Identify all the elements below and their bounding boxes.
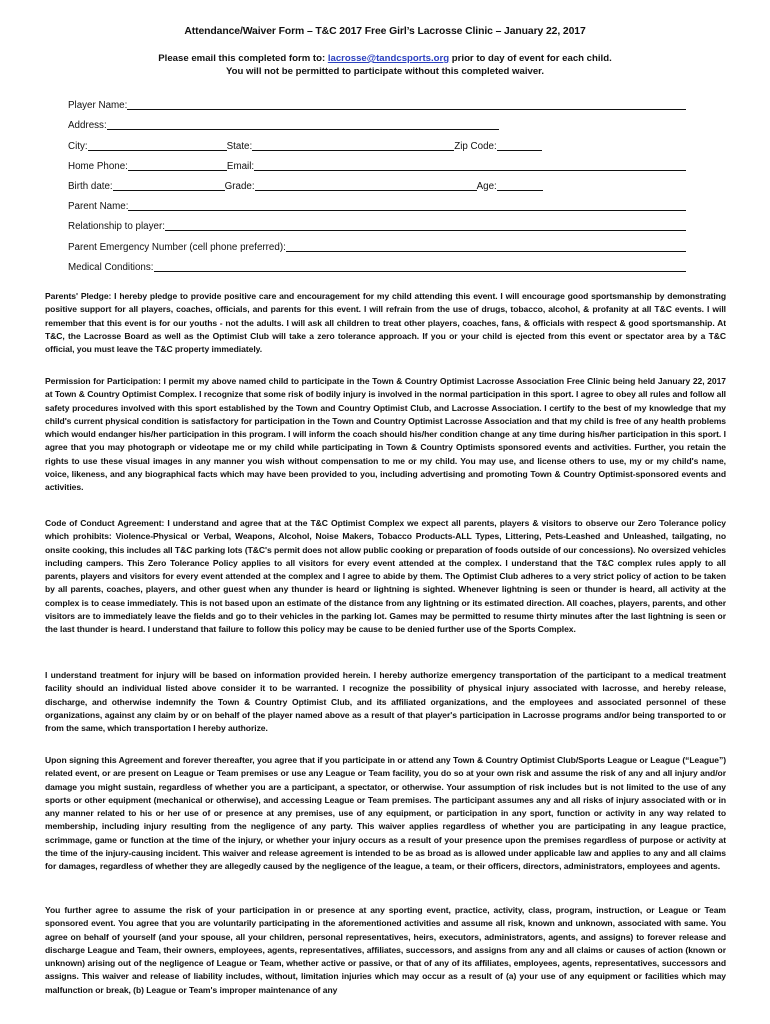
home-phone-field[interactable]	[128, 160, 227, 171]
instructions-line-2: You will not be permitted to participate without this completed waiver.	[225, 66, 545, 77]
player-info-fields	[68, 92, 686, 274]
release-paragraph: You further agree to assume the risk of your participation in or presence at any sporting event, practice, activity, class, program, instruction, or League or Team sponsored event. You agree that you are voluntarily participating in the aforementioned activities and assume all risk, known and unknown, associated with same. You agree on behalf of yourself (and your spouse, all your children, personal representatives, heirs, executors, administrators, agents, and assigns) to forever release and discharge League and Team, their owners, employees, agents, representatives, affiliates, successors, and assigns from any and all claims or causes of action (known or unknown) arising out of the negligence of League or Team, whether active or passive, or that of any of its affiliates, employees, agents, representatives, successors and assigns. This waiver and release of liability includes, without, limitation injuries which may occur as a result of (a) your use of any equipment or facilities which may malfunction or break, (b) League or Team's improper maintenance of any	[45, 905, 726, 995]
relationship-label: Relationship to player:	[68, 221, 165, 233]
player-name-row	[68, 92, 686, 112]
email-field[interactable]	[254, 160, 686, 171]
player-name-label: Player Name:	[68, 100, 128, 112]
email-label: Email:	[226, 160, 255, 172]
medical-conditions-row	[68, 254, 686, 274]
home-phone-label: Home Phone:	[68, 160, 128, 172]
parents-pledge-paragraph: Parents' Pledge: I hereby pledge to provide positive care and encouragement for my child attending this event. I will encourage good sportsmanship by demonstrating positive support for all players, coaches, officials, and parents for this event. I will refrain from the use of drugs, tobacco, alcohol, & profanity at all T&C events. I will remember that this event is for our youths - not the adults. I will ask all children to treat other players, coaches, fans, & officials with respect & good sportsmanship. At T&C, the Lacrosse Board as well as the Optimist Club will take a zero tolerance approach. If you or your child is ejected from this event or spectator area by a T&C official, you must leave the T&C property immediately.	[45, 291, 726, 355]
relationship-field[interactable]	[165, 220, 686, 231]
form-title: Attendance/Waiver Form – T&C 2017 Free Girl’s Lacrosse Clinic – January 22, 2017	[184, 26, 586, 37]
relationship-row	[68, 213, 686, 233]
instructions-prefix: Please email this completed form to:	[158, 53, 328, 64]
zip-code-label: Zip Code:	[454, 140, 497, 152]
code-of-conduct-paragraph: Code of Conduct Agreement: I understand and agree that at the T&C Optimist Complex we expect all parents, players & visitors to observe our Zero Tolerance policy which prohibits: Violence-Physical or Verbal, Weapons, Alcohol, Noise Makers, Tobacco Products-ALL Types, Littering, Pets-Leashed and Unleashed, tailgating, no onsite cooking, this includes all T&C parking lots (T&C's permit does not allow public cooking or preparation of foods outside of our concessions). No oversized vehicles including campers. This Zero Tolerance Policy applies to all visitors for every event attended at the complex. I understand that the T&C complex rules apply to all parents, players and visitors for every event attended at the complex and I agree to abide by them. The Optimist Club adheres to a very strict policy of action to be taken by all parents, coaches, players, and other guest when any thunder is heard or lightning is sighted. Whenever lightning is seen or thunder is heard, all activity at the complex is to cease immediately. This is not based upon an estimate of the distance from any lightning or its estimated direction. All coaches, players, parents, and other visitors are to immediately leave the fields and go to their vehicles in the parking lot. Games may be permitted to resume thirty minutes after the last lightning is seen or the last thunder is heard. I understand that failure to follow this policy may be cause to be denied further use of the Sports Complex.	[45, 518, 726, 635]
city-label: City:	[68, 140, 88, 152]
address-label: Address:	[68, 120, 107, 132]
birth-date-field[interactable]	[113, 180, 225, 191]
emergency-number-field[interactable]	[286, 241, 686, 252]
state-field[interactable]	[252, 140, 454, 151]
grade-label: Grade:	[224, 180, 255, 192]
emergency-number-label: Parent Emergency Number (cell phone preferred):	[68, 241, 286, 253]
email-link[interactable]: lacrosse@tandcsports.org	[327, 53, 450, 64]
assumption-of-risk-paragraph: Upon signing this Agreement and forever thereafter, you agree that if you participate in or attend any Town & Country Optimist Club/Sports League or League (“League”) related event, or are present on League or Team premises or use any League or Team facility, you do so at your own risk and assume the risk of any and all injury and/or damage you might sustain, regardless of whether you are a participant, a spectator, or otherwise. Your assumption of risk includes but is not limited to the use of any sports or other equipment (mechanical or otherwise), and accessing League or Team premises. The participant assumes any and all risks of injury associated with or in any manner related to his or her use of or presence at any premises, use of any equipment, or participation in any sport, function or activity in any way related to membership, including injury resulting from the negligence of any party. This waiver applies regardless of whether you are participating in any league practice, scrimmage, game or function at the time of the injury, or whether your injury occurs as a result of your presence upon the premises regardless of purpose or activity at the time of the injury-causing incident. This waiver and release agreement is intended to be as broad as is allowed under applicable law and applies to any and all claims for damages, regardless of whether they are allegedly caused by the negligence of the league, a team, or their officers, directors, administrators, employees and agents.	[45, 755, 726, 872]
parent-name-field[interactable]	[128, 200, 686, 211]
address-row	[68, 112, 686, 132]
birth-date-label: Birth date:	[68, 180, 113, 192]
address-field[interactable]	[107, 119, 499, 130]
permission-paragraph: Permission for Participation: I permit my above named child to participate in the Town & Country Optimist Lacrosse Association Free Clinic being held January 22, 2017 at Town & Country Optimist Complex. I recognize that some risk of bodily injury is involved in the normal participation in this sport. I agree to obey all rules and follow all safety procedures involved with this sport established by the Town and Country Optimist Club, and Lacrosse Association. I certify to the best of my knowledge that my child's current physical condition is satisfactory for participation in the Town and Country Optimist Lacrosse Association and that my child is free of any health problems which would endanger his/her participation in this program. I will inform the coach should his/her condition change at any time during his/her participation in this sport. I agree that you may photograph or videotape me or my child while participating in Town & Country Optimists sponsored events and activities. Further, you retain the rights to use these visual images in any manner you wish without compensation to me or my child. You may use, and license others to use, my or my child's name, voice, likeness, and any biographical facts which may have been provided to you, including advertising and promoting Town & Country Optimist-sponsored events and activities.	[45, 376, 726, 493]
treatment-paragraph: I understand treatment for injury will be based on information provided herein. I hereby authorize emergency transportation of the participant to a medical treatment facility should an individual listed above consider it to be warranted. I recognize the possibility of physical injury associated with lacrosse, and hereby release, discharge, and otherwise indemnify the Town & Country Optimist Club, and its affiliated organizations, and the employees and associated personnel of these organizations, against any claim by or on behalf of the player named above as a result of that player's participation in Lacrosse programs and/or being transported to or from the same, which transportation I hereby authorize.	[45, 670, 726, 734]
city-field[interactable]	[88, 140, 227, 151]
medical-conditions-label: Medical Conditions:	[68, 261, 154, 273]
birth-grade-age-row	[68, 173, 686, 193]
instructions-line-1	[0, 52, 770, 65]
medical-conditions-field[interactable]	[154, 261, 687, 272]
instructions	[0, 52, 770, 78]
emergency-number-row	[68, 233, 686, 253]
parent-name-label: Parent Name:	[68, 201, 129, 213]
city-state-zip-row	[68, 132, 686, 152]
grade-field[interactable]	[255, 180, 477, 191]
state-label: State:	[226, 140, 253, 152]
phone-email-row	[68, 153, 686, 173]
player-name-field[interactable]	[127, 99, 686, 110]
instructions-suffix: prior to day of event for each child.	[449, 53, 612, 64]
zip-code-field[interactable]	[497, 140, 542, 151]
parent-name-row	[68, 193, 686, 213]
age-field[interactable]	[497, 180, 543, 191]
age-label: Age:	[476, 180, 497, 192]
